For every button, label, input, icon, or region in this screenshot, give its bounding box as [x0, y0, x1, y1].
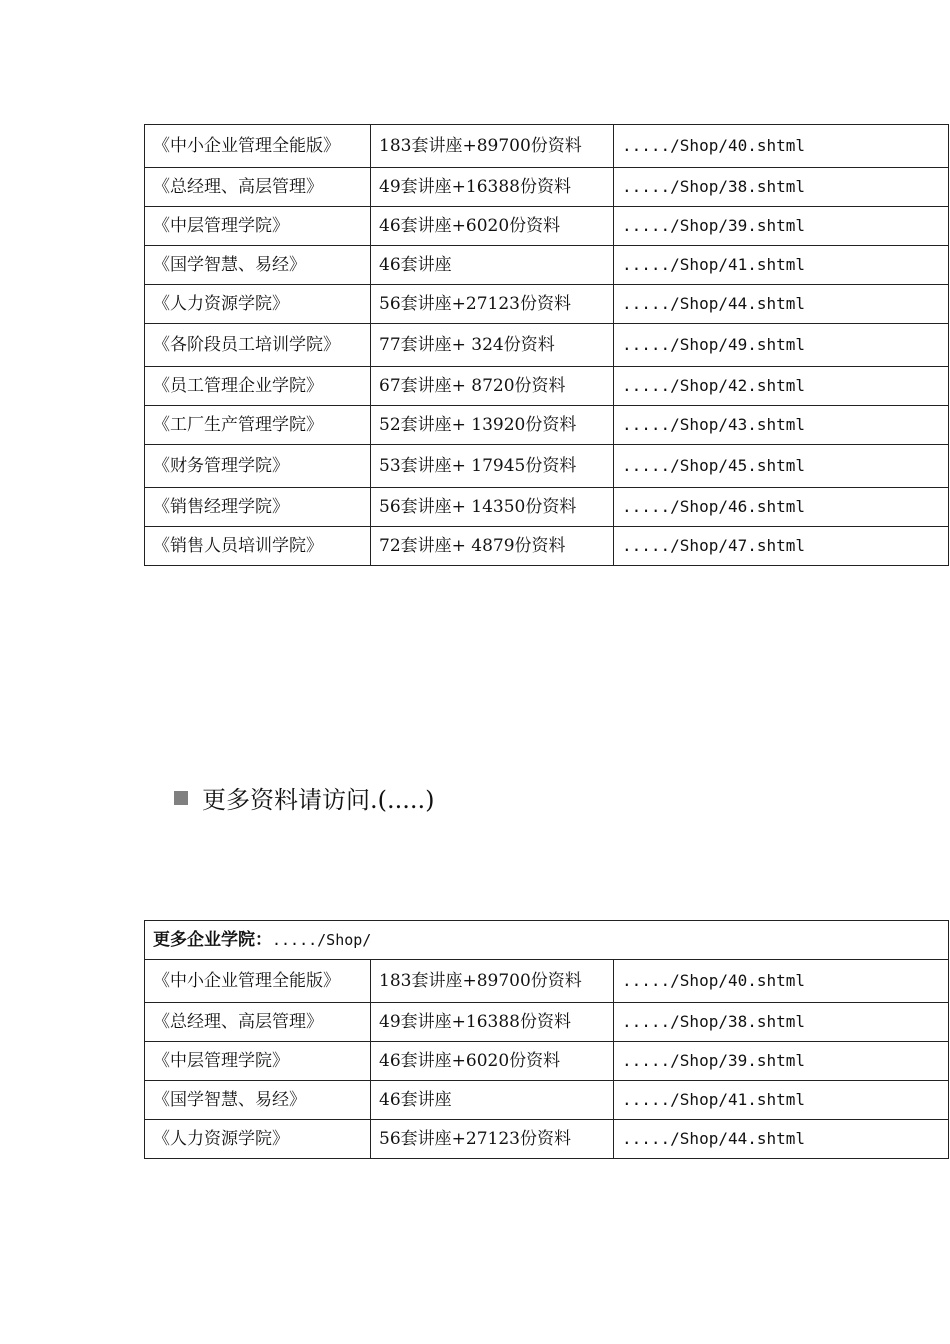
table-row [145, 246, 949, 285]
course-name-cell: 《中小企业管理全能版》 [145, 960, 371, 1003]
course-link[interactable]: ...../Shop/42.shtml [614, 367, 949, 406]
more-courses-table [144, 920, 949, 1159]
table-row [145, 1003, 949, 1042]
course-count-cell: 183套讲座+89700份资料 [371, 960, 614, 1003]
course-link[interactable]: ...../Shop/44.shtml [614, 285, 949, 324]
table-row [145, 1120, 949, 1159]
table-row [145, 1042, 949, 1081]
course-name-cell: 《人力资源学院》 [145, 1120, 371, 1159]
course-link[interactable]: ...../Shop/44.shtml [614, 1120, 949, 1159]
course-count-cell: 67套讲座+ 8720份资料 [371, 367, 614, 406]
table-row [145, 324, 949, 367]
table-row [145, 406, 949, 445]
course-count-cell: 46套讲座+6020份资料 [371, 207, 614, 246]
course-count-cell: 49套讲座+16388份资料 [371, 168, 614, 207]
course-name-cell: 《中层管理学院》 [145, 1042, 371, 1081]
course-count-cell: 56套讲座+27123份资料 [371, 285, 614, 324]
course-link[interactable]: ...../Shop/41.shtml [614, 246, 949, 285]
course-count-cell: 49套讲座+16388份资料 [371, 1003, 614, 1042]
course-count-cell: 53套讲座+ 17945份资料 [371, 445, 614, 488]
course-name-cell: 《财务管理学院》 [145, 445, 371, 488]
course-name-cell: 《总经理、高层管理》 [145, 1003, 371, 1042]
course-name-cell: 《中小企业管理全能版》 [145, 125, 371, 168]
table-header-row [145, 921, 949, 960]
course-name-cell: 《国学智慧、易经》 [145, 1081, 371, 1120]
course-link[interactable]: ...../Shop/40.shtml [614, 960, 949, 1003]
course-count-cell: 183套讲座+89700份资料 [371, 125, 614, 168]
course-count-cell: 46套讲座+6020份资料 [371, 1042, 614, 1081]
course-link[interactable]: ...../Shop/49.shtml [614, 324, 949, 367]
square-bullet-icon [174, 791, 188, 805]
course-count-cell: 52套讲座+ 13920份资料 [371, 406, 614, 445]
table-row [145, 168, 949, 207]
course-link[interactable]: ...../Shop/45.shtml [614, 445, 949, 488]
table-row [145, 1081, 949, 1120]
course-link[interactable]: ...../Shop/41.shtml [614, 1081, 949, 1120]
course-name-cell: 《工厂生产管理学院》 [145, 406, 371, 445]
course-name-cell: 《人力资源学院》 [145, 285, 371, 324]
course-link[interactable]: ...../Shop/47.shtml [614, 527, 949, 566]
course-link[interactable]: ...../Shop/39.shtml [614, 1042, 949, 1081]
more-courses-header [145, 921, 949, 960]
table-row [145, 527, 949, 566]
more-courses-table-body [145, 921, 949, 1159]
course-name-cell: 《中层管理学院》 [145, 207, 371, 246]
course-link[interactable]: ...../Shop/38.shtml [614, 168, 949, 207]
more-info-text[interactable]: 更多资料请访问.(.....) [202, 786, 435, 814]
course-name-cell: 《各阶段员工培训学院》 [145, 324, 371, 367]
course-count-cell: 56套讲座+27123份资料 [371, 1120, 614, 1159]
more-courses-label: 更多企业学院： [153, 930, 272, 950]
course-table-body [145, 125, 949, 566]
course-link[interactable]: ...../Shop/43.shtml [614, 406, 949, 445]
more-courses-link[interactable]: ...../Shop/ [272, 931, 372, 949]
course-name-cell: 《国学智慧、易经》 [145, 246, 371, 285]
course-count-cell: 56套讲座+ 14350份资料 [371, 488, 614, 527]
table-row [145, 125, 949, 168]
course-table [144, 124, 949, 566]
course-link[interactable]: ...../Shop/39.shtml [614, 207, 949, 246]
course-link[interactable]: ...../Shop/38.shtml [614, 1003, 949, 1042]
table-row [145, 207, 949, 246]
course-count-cell: 77套讲座+ 324份资料 [371, 324, 614, 367]
course-name-cell: 《销售经理学院》 [145, 488, 371, 527]
course-link[interactable]: ...../Shop/40.shtml [614, 125, 949, 168]
course-link[interactable]: ...../Shop/46.shtml [614, 488, 949, 527]
table-row [145, 488, 949, 527]
course-count-cell: 46套讲座 [371, 246, 614, 285]
table-row [145, 367, 949, 406]
table-row [145, 960, 949, 1003]
more-info-bullet [174, 780, 435, 815]
course-name-cell: 《总经理、高层管理》 [145, 168, 371, 207]
course-count-cell: 72套讲座+ 4879份资料 [371, 527, 614, 566]
table-row [145, 285, 949, 324]
course-name-cell: 《员工管理企业学院》 [145, 367, 371, 406]
table-row [145, 445, 949, 488]
course-name-cell: 《销售人员培训学院》 [145, 527, 371, 566]
course-count-cell: 46套讲座 [371, 1081, 614, 1120]
